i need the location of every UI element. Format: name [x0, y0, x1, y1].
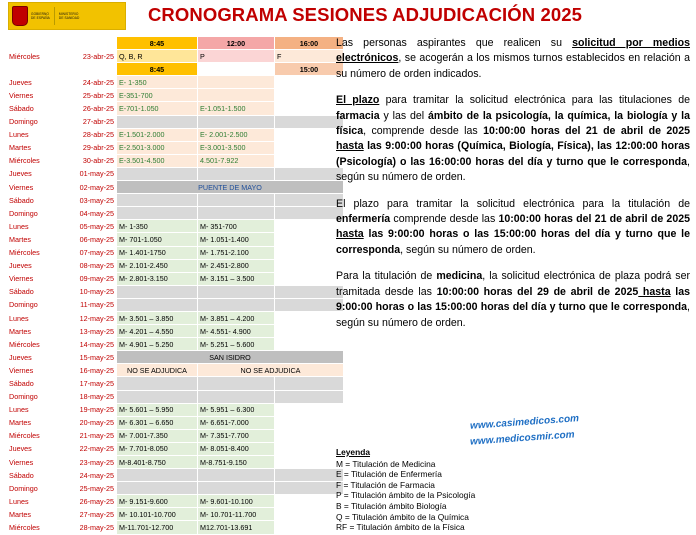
row-slot-b: M- 5.251 – 5.600 — [198, 338, 275, 351]
row-slot-c — [275, 403, 344, 416]
row-slot-a — [117, 167, 198, 180]
row-slot-b: NO SE ADJUDICA — [198, 364, 344, 377]
table-header-row — [7, 37, 344, 50]
table-row — [7, 495, 344, 508]
row-date: 07-may-25 — [64, 246, 117, 259]
table-row — [7, 115, 344, 128]
row-slot-a: E-701-1.050 — [117, 102, 198, 115]
row-day: Domingo — [7, 390, 64, 403]
row-slot-a: M- 9.151-9.600 — [117, 495, 198, 508]
row-day: Martes — [7, 141, 64, 154]
logo-text-gobierno — [31, 12, 50, 21]
row-date: 08-may-25 — [64, 259, 117, 272]
row-day: Lunes — [7, 128, 64, 141]
row-date: 30-abr-25 — [64, 154, 117, 167]
table-row — [7, 285, 344, 298]
p2-part-c: farmacia — [336, 109, 380, 122]
header-spacer — [64, 37, 117, 50]
row-slot-c — [275, 220, 344, 233]
row-day: Domingo — [7, 115, 64, 128]
row-slot-a — [117, 115, 198, 128]
row-date: 05-may-25 — [64, 220, 117, 233]
p2-part-h: hasta — [336, 140, 364, 153]
p3-part-a: El plazo para tramitar la solicitud electrónica para la titulación de — [336, 197, 690, 210]
row-date: 01-may-25 — [64, 167, 117, 180]
row-slot-b: M- 6.651-7.000 — [198, 416, 275, 429]
row-date: 25-abr-25 — [64, 89, 117, 102]
row-slot-b: M- 8.051-8.400 — [198, 442, 275, 455]
table-row — [7, 102, 344, 115]
row-slot-b: M- 1.751-2.100 — [198, 246, 275, 259]
row-date: 26-may-25 — [64, 495, 117, 508]
coat-of-arms-icon — [12, 6, 28, 26]
p3-part-f: las 9:00:00 horas o las 15:00:00 horas del día y turno que le corresponda — [336, 228, 690, 256]
row-slot-b: E- 2.001-2.500 — [198, 128, 275, 141]
row-day: Lunes — [7, 220, 64, 233]
row-day: Jueves — [7, 76, 64, 89]
row-day: Sábado — [7, 285, 64, 298]
table-row — [7, 89, 344, 102]
row-day: Lunes — [7, 403, 64, 416]
paragraph-3 — [336, 197, 690, 259]
table-row — [7, 390, 344, 403]
row-day: Jueves — [7, 167, 64, 180]
row-slot-a: M- 3.501 – 3.850 — [117, 311, 198, 324]
row-slot-b — [198, 298, 275, 311]
row-slot-a: M- 7.001-7.350 — [117, 429, 198, 442]
header-time-845: 8:45 — [117, 37, 198, 50]
row-slot-c — [275, 508, 344, 521]
p1-part-b: solicitud por medios electrónicos — [336, 37, 690, 65]
row-day: Sábado — [7, 102, 64, 115]
row-date: 23-may-25 — [64, 456, 117, 469]
row-slot-b — [198, 469, 275, 482]
row-slot-b — [198, 377, 275, 390]
row-slot-a: E-2.501-3.000 — [117, 141, 198, 154]
row-day: Miércoles — [7, 338, 64, 351]
row-slot-c: F — [275, 50, 344, 63]
p2-part-i: las 9:00:00 horas (Química, Biología, Física), las 12:00:00 horas (Psicología) o las 16:00:00 horas del día y turno que le corresponda — [336, 140, 690, 168]
row-slot-b: M- 1.051-1.400 — [198, 233, 275, 246]
table-row — [7, 442, 344, 455]
table-row — [7, 377, 344, 390]
row-date: 06-may-25 — [64, 233, 117, 246]
row-day: Miércoles — [7, 50, 64, 63]
row-slot-c — [275, 482, 344, 495]
p1-part-a: Las personas aspirantes que realicen su — [336, 37, 573, 49]
paragraph-1 — [336, 36, 690, 82]
table-row — [7, 325, 344, 338]
row-date: 03-may-25 — [64, 194, 117, 207]
row-slot-b: E-1.051-1.500 — [198, 102, 275, 115]
row-slot-b: M- 5.951 – 6.300 — [198, 403, 275, 416]
paragraph-4 — [336, 269, 690, 331]
row-day: Miércoles — [7, 246, 64, 259]
row-slot-c — [275, 154, 344, 167]
row-date: 25-may-25 — [64, 482, 117, 495]
table-row — [7, 141, 344, 154]
row-slot-b: M- 7.351-7.700 — [198, 429, 275, 442]
table-row — [7, 181, 344, 194]
row-day: Sábado — [7, 377, 64, 390]
schedule-table-container — [6, 36, 326, 535]
header-time-845-2: 8:45 — [117, 63, 198, 76]
row-slot-a — [117, 194, 198, 207]
row-slot-a — [117, 377, 198, 390]
row-slot-a: M- 5.601 – 5.950 — [117, 403, 198, 416]
row-slot-c — [275, 416, 344, 429]
legend-title: Leyenda — [336, 447, 370, 457]
p4-part-g: , según su número de orden. — [336, 301, 690, 329]
row-date: 12-may-25 — [64, 311, 117, 324]
p2-part-e: ámbito de la psicología, la química, la biología y la física — [336, 109, 690, 138]
p4-part-a: Para la titulación de — [336, 270, 437, 283]
logo-line-4: DE SANIDAD — [58, 16, 80, 20]
row-day: Sábado — [7, 469, 64, 482]
table-row — [7, 298, 344, 311]
row-date: 02-may-25 — [64, 181, 117, 194]
row-slot-c — [275, 469, 344, 482]
row-slot-b: M- 9.601-10.100 — [198, 495, 275, 508]
row-day: Miércoles — [7, 154, 64, 167]
p3-part-e: hasta — [336, 228, 364, 241]
logo-line-1: GOBIERNO — [31, 11, 49, 16]
row-slot-a: Q, B, R — [117, 50, 198, 63]
legend-item: F = Titulación de Farmacia — [336, 479, 435, 490]
row-slot-c — [275, 521, 344, 534]
row-slot-a — [117, 285, 198, 298]
row-date: 28-abr-25 — [64, 128, 117, 141]
row-slot-a: E-1.501-2.000 — [117, 128, 198, 141]
legend-item: RF = Titulación ámbito de la Física — [336, 522, 465, 533]
p4-part-d: 10:00:00 horas del 29 de abril de 2025 — [436, 285, 639, 298]
row-day: Lunes — [7, 495, 64, 508]
p1-part-c: , se acogerán a los mismos turnos establecidos en relación a su número de orden indicados. — [336, 52, 690, 80]
row-day: Jueves — [7, 442, 64, 455]
legend-item: Q = Titulación ámbito de la Química — [336, 511, 469, 522]
row-slot-c — [275, 141, 344, 154]
row-slot-c — [275, 456, 344, 469]
legend — [336, 447, 666, 533]
table-row — [7, 521, 344, 534]
row-slot-a: M- 4.201 – 4.550 — [117, 325, 198, 338]
row-day: Martes — [7, 325, 64, 338]
legend-item: M = Titulación de Medicina — [336, 458, 436, 469]
row-date: 18-may-25 — [64, 390, 117, 403]
table-row — [7, 482, 344, 495]
header-spacer — [7, 37, 64, 50]
row-slot-a: M- 10.101-10.700 — [117, 508, 198, 521]
table-row — [7, 207, 344, 220]
row-day: Viernes — [7, 181, 64, 194]
row-slot-a: NO SE ADJUDICA — [117, 364, 198, 377]
table-row — [7, 154, 344, 167]
row-date: 15-may-25 — [64, 351, 117, 364]
logo-divider — [54, 7, 55, 25]
row-slot-b — [198, 76, 275, 89]
row-slot-a: M- 2.101-2.450 — [117, 259, 198, 272]
row-slot-b: P — [198, 50, 275, 63]
row-slot-b — [198, 482, 275, 495]
table-row — [7, 76, 344, 89]
table-row — [7, 233, 344, 246]
row-slot-c — [275, 390, 344, 403]
row-slot-b — [198, 390, 275, 403]
legend-items — [336, 459, 666, 533]
header-time-1500: 15:00 — [275, 63, 344, 76]
row-slot-b: 4.501-7.922 — [198, 154, 275, 167]
row-date: 27-abr-25 — [64, 115, 117, 128]
row-slot-c — [275, 115, 344, 128]
row-date: 10-may-25 — [64, 285, 117, 298]
row-slot-a — [117, 207, 198, 220]
row-slot-c — [275, 233, 344, 246]
table-row — [7, 508, 344, 521]
row-slot-b: M- 3.851 – 4.200 — [198, 311, 275, 324]
row-slot-a — [117, 298, 198, 311]
row-date: 04-may-25 — [64, 207, 117, 220]
row-slot-a — [117, 482, 198, 495]
row-slot-a: M- 1-350 — [117, 220, 198, 233]
header-time-1200: 12:00 — [198, 37, 275, 50]
row-slot-a: M- 7.701-8.050 — [117, 442, 198, 455]
header-spacer — [7, 63, 64, 76]
row-note: PUENTE DE MAYO — [117, 181, 344, 194]
table-row — [7, 403, 344, 416]
paragraph-2 — [336, 93, 690, 185]
table-row — [7, 128, 344, 141]
row-day: Jueves — [7, 259, 64, 272]
row-date: 27-may-25 — [64, 508, 117, 521]
row-note: SAN ISIDRO — [117, 351, 344, 364]
row-slot-a — [117, 390, 198, 403]
row-day: Domingo — [7, 207, 64, 220]
row-slot-b — [198, 285, 275, 298]
row-slot-c — [275, 429, 344, 442]
row-slot-b: M12.701-13.691 — [198, 521, 275, 534]
row-day: Viernes — [7, 456, 64, 469]
legend-item: P = Titulación ámbito de la Psicología — [336, 490, 476, 501]
row-date: 29-abr-25 — [64, 141, 117, 154]
row-slot-c — [275, 259, 344, 272]
logo-line-2: DE ESPAÑA — [31, 16, 50, 20]
row-date: 19-may-25 — [64, 403, 117, 416]
p2-part-a: El plazo — [336, 94, 380, 107]
row-slot-c — [275, 311, 344, 324]
row-slot-c — [275, 272, 344, 285]
row-slot-b: M- 10.701-11.700 — [198, 508, 275, 521]
row-day: Domingo — [7, 482, 64, 495]
row-slot-b — [198, 89, 275, 102]
row-date: 28-may-25 — [64, 521, 117, 534]
row-date: 16-may-25 — [64, 364, 117, 377]
table-row — [7, 469, 344, 482]
table-row — [7, 338, 344, 351]
table-row — [7, 246, 344, 259]
legend-item: B = Titulación ámbito Biología — [336, 500, 447, 511]
row-date: 22-may-25 — [64, 442, 117, 455]
schedule-table — [6, 36, 344, 535]
row-slot-c — [275, 102, 344, 115]
row-slot-c — [275, 442, 344, 455]
row-slot-a: M- 701-1.050 — [117, 233, 198, 246]
row-slot-c — [275, 76, 344, 89]
row-slot-a: M- 4.901 – 5.250 — [117, 338, 198, 351]
row-day: Martes — [7, 508, 64, 521]
row-slot-c — [275, 377, 344, 390]
row-slot-b — [198, 207, 275, 220]
row-slot-c — [275, 89, 344, 102]
row-date: 20-may-25 — [64, 416, 117, 429]
row-date: 24-abr-25 — [64, 76, 117, 89]
row-slot-b: M- 2.451-2.800 — [198, 259, 275, 272]
logo-text-ministerio — [59, 12, 79, 21]
row-slot-a: M-8.401-8.750 — [117, 456, 198, 469]
table-row — [7, 50, 344, 63]
p4-part-b: medicina — [436, 270, 483, 283]
table-row — [7, 194, 344, 207]
row-slot-b: M-8.751-9.150 — [198, 456, 275, 469]
row-slot-c — [275, 128, 344, 141]
row-slot-b: M- 351-700 — [198, 220, 275, 233]
row-day: Lunes — [7, 311, 64, 324]
p2-part-f: , comprende desde las — [363, 125, 484, 138]
row-slot-c — [275, 285, 344, 298]
row-date: 26-abr-25 — [64, 102, 117, 115]
row-day: Viernes — [7, 364, 64, 377]
page-title: CRONOGRAMA SESIONES ADJUDICACIÓN 2025 — [147, 4, 583, 25]
row-date: 13-may-25 — [64, 325, 117, 338]
p3-part-c: comprende desde las — [390, 213, 499, 226]
row-date: 24-may-25 — [64, 469, 117, 482]
row-slot-a: E-3.501-4.500 — [117, 154, 198, 167]
row-slot-a: M-11.701-12.700 — [117, 521, 198, 534]
row-slot-c — [275, 325, 344, 338]
header-time-1600: 16:00 — [275, 37, 344, 50]
table-row — [7, 364, 344, 377]
row-slot-a: M- 1.401-1750 — [117, 246, 198, 259]
row-day: Jueves — [7, 351, 64, 364]
row-slot-b — [198, 167, 275, 180]
row-slot-c — [275, 167, 344, 180]
row-slot-a: E- 1-350 — [117, 76, 198, 89]
row-date: 14-may-25 — [64, 338, 117, 351]
row-slot-c — [275, 495, 344, 508]
p3-part-d: 10:00:00 horas del 21 de abril de 2025 — [498, 213, 690, 226]
row-slot-c — [275, 207, 344, 220]
p2-part-b: para tramitar la solicitud electrónica para las titulaciones de — [379, 94, 691, 107]
row-slot-b: M- 3.151 – 3.500 — [198, 272, 275, 285]
row-slot-c — [275, 194, 344, 207]
row-date: 17-may-25 — [64, 377, 117, 390]
row-slot-b — [198, 115, 275, 128]
table-header-row-2 — [7, 63, 344, 76]
ministry-logo — [8, 2, 126, 30]
row-day: Viernes — [7, 272, 64, 285]
row-day: Miércoles — [7, 429, 64, 442]
row-slot-b: M- 4.551- 4.900 — [198, 325, 275, 338]
row-day: Sábado — [7, 194, 64, 207]
table-row — [7, 311, 344, 324]
table-row — [7, 259, 344, 272]
row-slot-c — [275, 338, 344, 351]
table-row — [7, 167, 344, 180]
table-row — [7, 220, 344, 233]
row-date: 11-may-25 — [64, 298, 117, 311]
row-slot-a: M- 6.301 – 6.650 — [117, 416, 198, 429]
p2-part-g: 10:00:00 horas del 21 de abril de 2025 — [483, 125, 690, 138]
row-slot-a — [117, 469, 198, 482]
row-day: Martes — [7, 416, 64, 429]
row-day: Miércoles — [7, 521, 64, 534]
p4-part-e: hasta — [638, 285, 671, 298]
row-day: Viernes — [7, 89, 64, 102]
header-spacer — [64, 63, 117, 76]
table-row — [7, 416, 344, 429]
row-slot-b: E-3.001-3.500 — [198, 141, 275, 154]
table-row — [7, 456, 344, 469]
watermark-medicosmir: www.medicosmir.com — [469, 429, 575, 448]
p3-part-g: , según su número de orden. — [400, 243, 536, 256]
row-day: Domingo — [7, 298, 64, 311]
p4-part-f: las 9:00:00 horas o las 15:00:00 horas del día y turno que le corresponda — [336, 285, 690, 314]
row-day: Martes — [7, 233, 64, 246]
p2-part-j: , según su número de orden. — [336, 155, 690, 184]
explanatory-text — [336, 36, 690, 342]
schedule-table-body — [7, 37, 344, 535]
watermark-casimedicos: www.casimedicos.com — [469, 413, 580, 432]
legend-item: E = Titulación de Enfermería — [336, 469, 442, 480]
row-date: 21-may-25 — [64, 429, 117, 442]
row-slot-c — [275, 246, 344, 259]
header-spacer — [198, 63, 275, 76]
row-slot-a: E-351-700 — [117, 89, 198, 102]
table-row — [7, 429, 344, 442]
row-slot-b — [198, 194, 275, 207]
row-slot-a: M- 2.801-3.150 — [117, 272, 198, 285]
table-row — [7, 272, 344, 285]
row-slot-c — [275, 298, 344, 311]
table-row — [7, 351, 344, 364]
row-date: 09-may-25 — [64, 272, 117, 285]
p3-part-b: enfermería — [336, 213, 391, 226]
p2-part-d: y las del — [379, 109, 429, 122]
row-date: 23-abr-25 — [64, 50, 117, 63]
p4-part-c: , la solicitud electrónica de plaza podrá ser tramitada desde las — [336, 270, 691, 298]
logo-line-3: MINISTERIO — [58, 11, 79, 16]
